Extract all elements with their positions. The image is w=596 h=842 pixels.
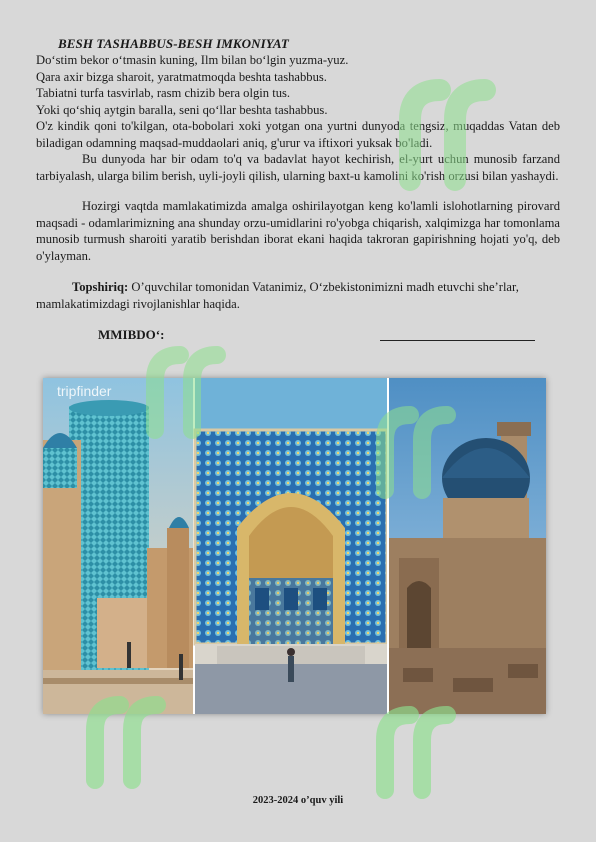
task-label: Topshiriq:: [72, 280, 129, 294]
poem-line: Qara axir bizga sharoit, yaratmatmoqda beshta tashabbus.: [36, 69, 327, 84]
paragraph-1: O'z kindik qoni to'kilgan, ota-bobolari xoki yotgan ona yurtni dunyoda tengsiz, muqaddas Vatan deb biladigan odamning maqsad-muddaolari aniq, g'urur va iftixori yuksak bo'ladi.: [36, 119, 560, 150]
paragraph-2: Bu dunyoda har bir odam to'q va badavlat hayot kechirish, el-yurt uchun munosib farzand tarbiyalash, ularga bilim berish, uyli-joyli qilish, ularning baxt-u kamolini ko'rish orzusi bilan yashaydi.: [36, 152, 560, 183]
paragraph-3: Hozirgi vaqtda mamlakatimizda amalga oshirilayotgan keng ko'lamli islohotlarning pirovard maqsadi - odamlarimizning ana shunday orzu-umidlarini ro'yobga chiqarish, xalqimizga har tomonlama munosib turmush sharoiti yaratib berishdan iborat ekani haqida takroran gapirishning hojati yo'q, deb o'ylayman.: [36, 199, 560, 263]
task-text: O’quvchilar tomonidan Vatanimiz, O‘zbekistonimizni madh etuvchi she’rlar, mamlakatimizdagi rivojlanishlar haqida.: [36, 280, 519, 311]
signature-label: MMIBDO‘:: [98, 327, 165, 342]
tripfinder-logo: tripfinder: [57, 383, 112, 399]
poem-line: Do‘stim bekor o‘tmasin kuning, Ilm bilan bo‘lgin yuzma-yuz.: [36, 53, 349, 67]
footer-year: 2023-2024 o’quv yili: [252, 795, 344, 806]
photo-collage-image: [43, 378, 546, 714]
poem: [36, 52, 560, 118]
poem-line: Yoki qo‘shiq aytgin baralla, seni qo‘llar beshta tashabbus.: [36, 102, 328, 117]
poem-line: Tabiatni turfa tasvirlab, rasm chizib bera olgin tus.: [36, 86, 291, 101]
photo-collage: [43, 378, 546, 714]
task-block: [36, 279, 560, 312]
document-title: BESH TASHABBUS-BESH IMKONIYAT: [58, 36, 289, 51]
signature-line: [380, 340, 535, 341]
